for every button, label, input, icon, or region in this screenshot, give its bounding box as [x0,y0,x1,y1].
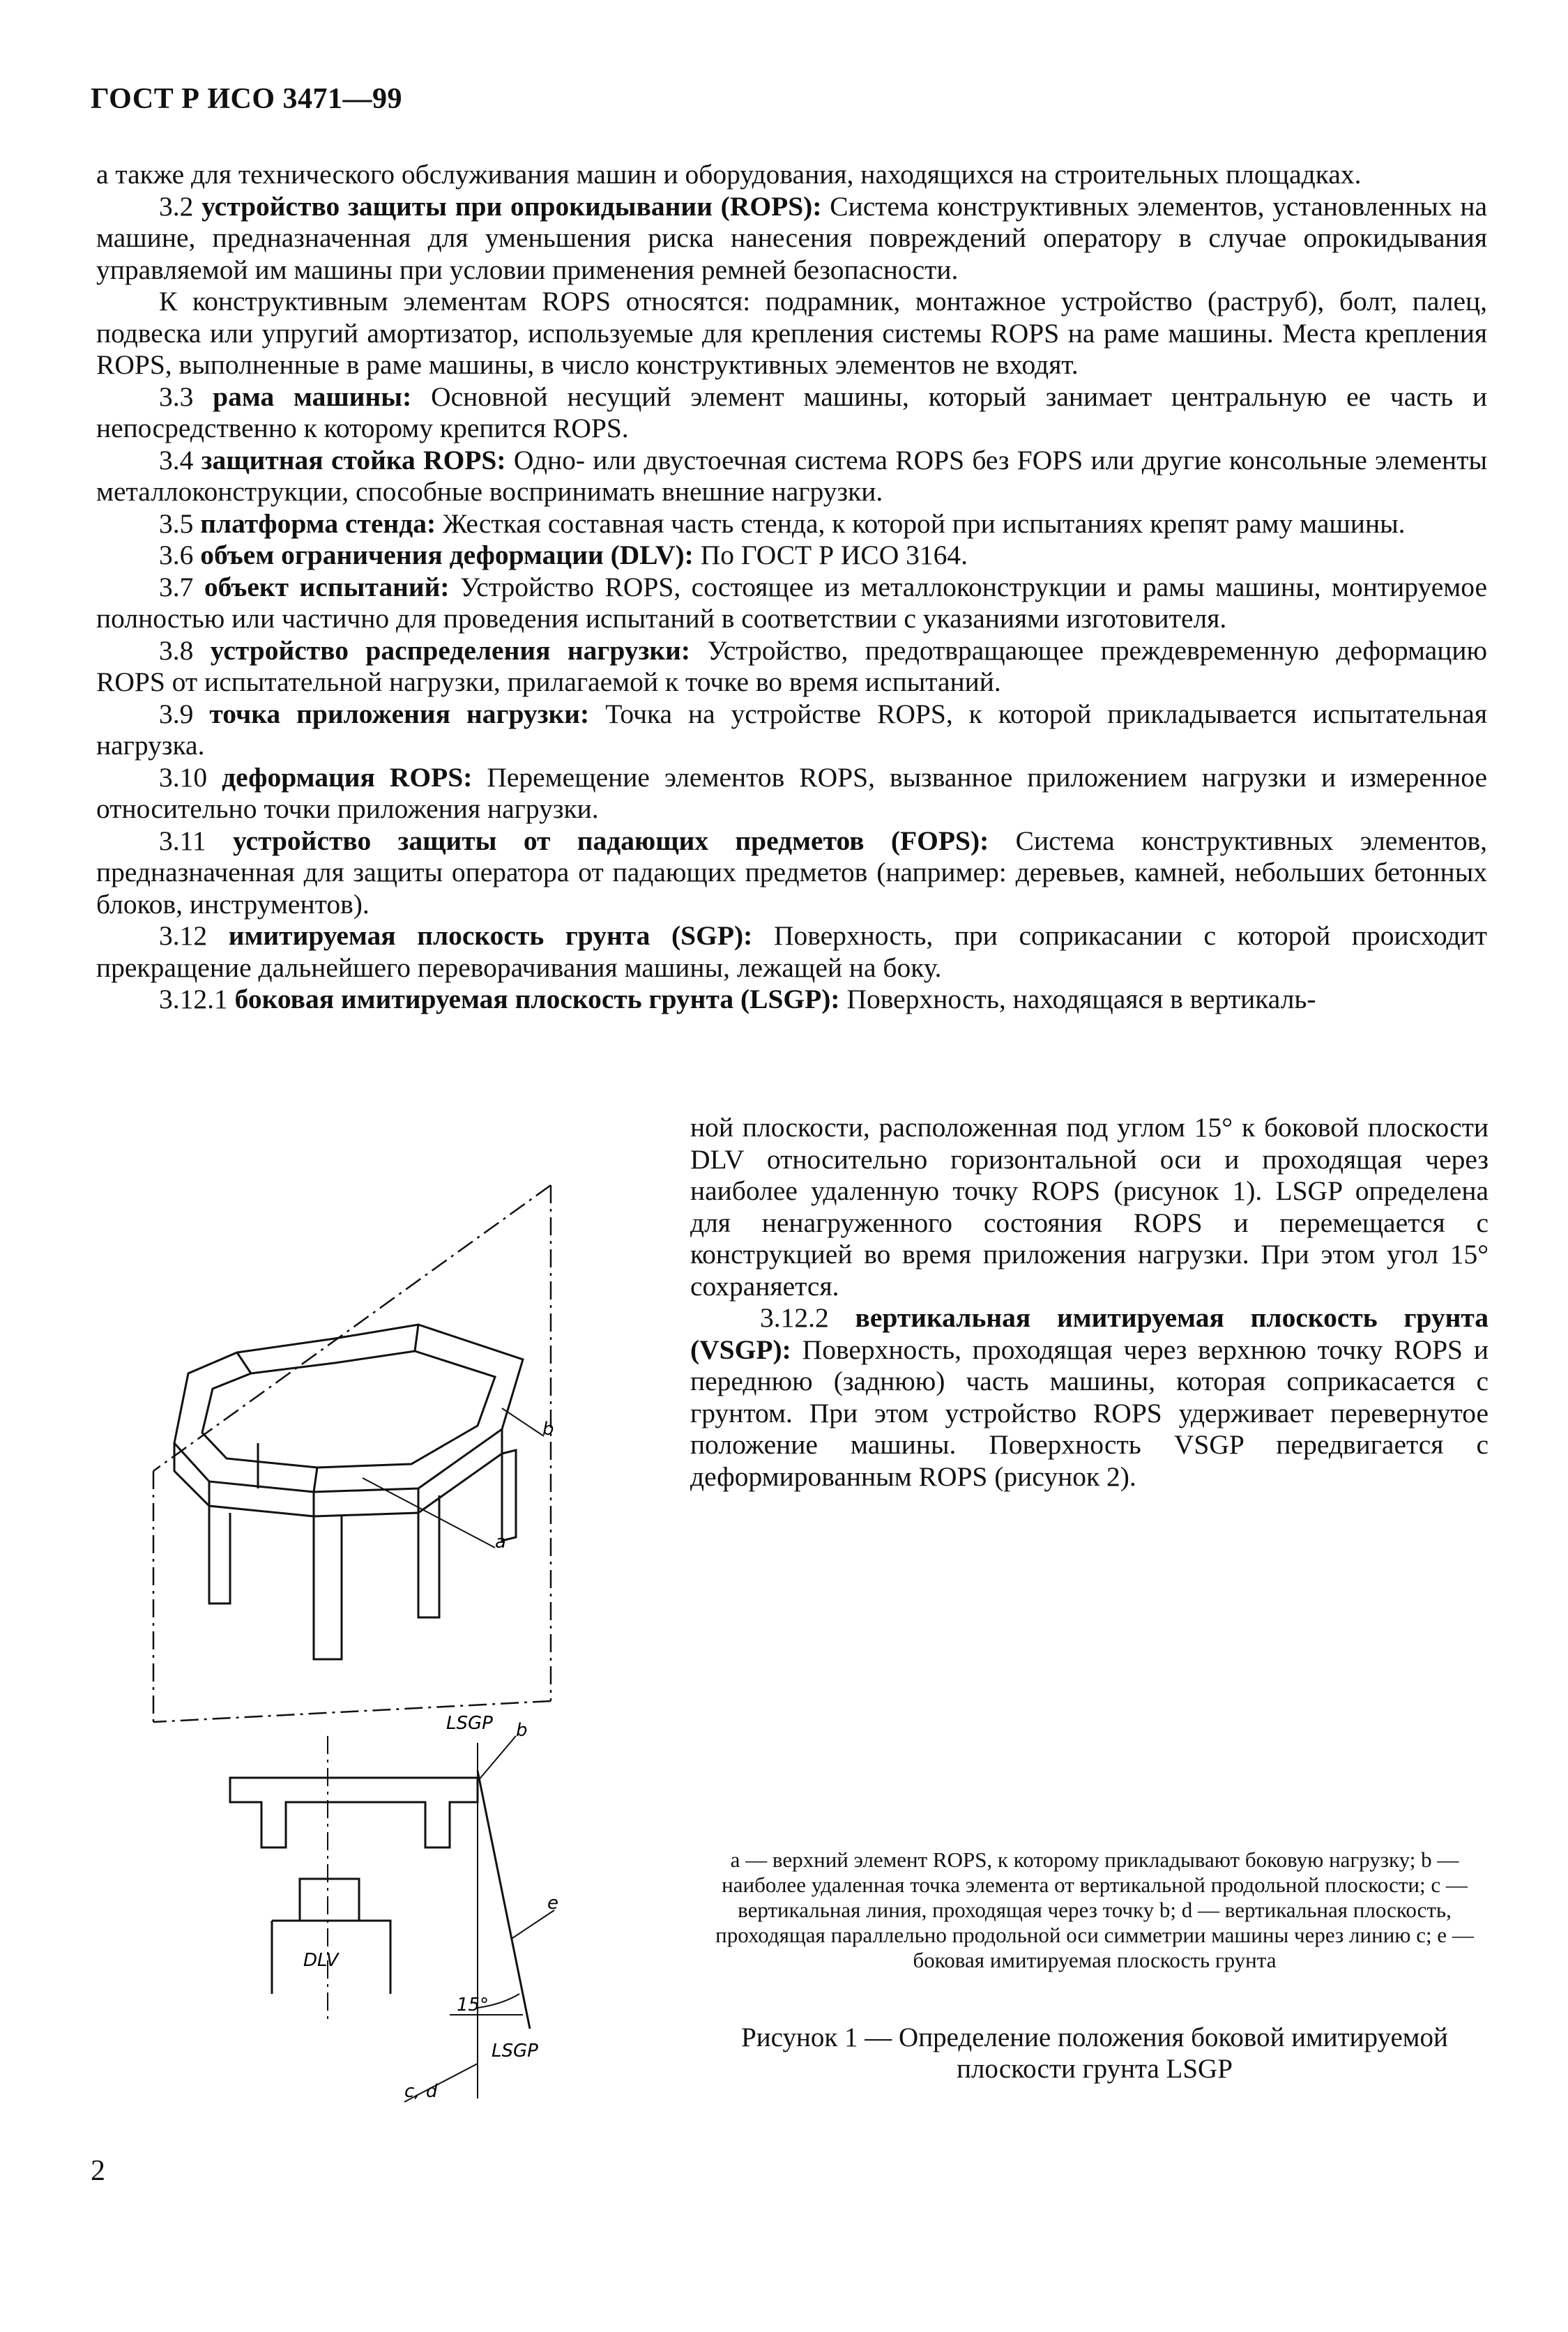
term-title: имитируемая плоскость грунта (SGP): [228,920,753,951]
term-title: устройство распределения нагрузки: [210,634,691,666]
term-title: объект испытаний: [204,571,450,602]
joint [314,1468,317,1492]
term-number: 3.2 [159,190,194,222]
label-angle: 15° [457,1995,489,2015]
term-3-12-1-first-line [96,984,1487,1016]
term-3-2-note: К конструктивным элементам ROPS относятся: подрамник, монтажное устройство (раструб), болт, палец, подвеска или упругий амортизатор, используемые для крепления системы ROPS на раме машины. Места крепления ROPS, выполненные в раме машины, в число конструктивных элементов не входят. [96,286,1487,380]
rops-top-section [230,1778,478,1847]
leader-b [502,1408,544,1436]
term-3-12-1-rest: ной плоскости, расположенная под углом 15° к боковой плоскости DLV относительно горизонтальной оси и проходящая через наиболее удаленную точку ROPS (рисунок 1). LSGP определена для ненагруженного состояния ROPS и перемещается с конструкцией во время приложения нагрузки. При этом угол 15° сохраняется. [690,1112,1489,1302]
intro-paragraph: а также для технического обслуживания машин и оборудования, находящихся на строительных площадках. [96,159,1362,190]
label-lsgp-bottom: LSGP [492,2041,538,2062]
leader-a [363,1478,495,1548]
term-3-3 [96,381,1487,445]
term-title: объем ограничения деформации (DLV): [200,540,694,570]
term-title: устройство защиты от падающих предметов (FOPS): [233,825,989,856]
term-3-5 [96,508,1487,540]
term-number: 3.12.2 [760,1302,829,1333]
joint [237,1352,251,1373]
rops-isometric-view [153,1185,551,1722]
term-3-4 [96,445,1487,508]
label-cd: c, d [404,2081,438,2102]
leg-back-right [502,1450,516,1541]
term-number: 3.9 [159,698,194,729]
right-column-text [690,1112,1489,1493]
frame-inner [202,1351,495,1468]
joint [415,1325,418,1351]
term-number: 3.12.1 [159,984,228,1014]
term-number: 3.3 [159,381,194,412]
term-number: 3.7 [159,571,194,602]
lsgp-plane-outline [153,1185,551,1722]
label-b: b [542,1419,554,1440]
term-definition: Жесткая составная часть стенда, к которой при испытаниях крепят раму машины. [443,508,1406,539]
page-number: 2 [91,2155,105,2187]
term-definition: Одно- или двустоечная система ROPS без FOPS или другие консольные элементы металлоконструкции, способные воспринимать внешние нагрузки. [96,444,1487,507]
term-definition: Точка на устройстве ROPS, к которой прикладывается испытательная нагрузка. [96,698,1488,761]
term-3-2 [96,191,1487,287]
term-3-11 [96,825,1487,921]
term-title: боковая имитируемая плоскость грунта (LSGP): [234,984,840,1014]
term-3-8 [96,635,1487,699]
dlv-upper [300,1879,359,1921]
term-definition: Поверхность, находящаяся в вертикаль- [846,984,1316,1014]
label-dlv: DLV [303,1950,339,1971]
term-title: точка приложения нагрузки: [209,698,590,729]
leader-b-section [478,1736,516,1781]
term-definition: Устройство, предотвращающее преждевременную деформацию ROPS от испытательной нагрузки, прилагаемой к точке во время испытаний. [96,634,1488,697]
term-title: защитная стойка ROPS: [201,444,506,475]
label-a: a [495,1532,506,1553]
term-3-9 [96,699,1487,762]
label-lsgp-top: LSGP [446,1713,493,1734]
term-definition: Поверхность, при соприкасании с которой происходит прекращение дальнейшего переворачивания машины, лежащей на боку. [96,920,1487,983]
term-3-12 [96,920,1487,984]
term-number: 3.10 [159,761,208,793]
document-header: ГОСТ Р ИСО 3471—99 [91,83,403,115]
figure-caption: Рисунок 1 — Определение положения боковой имитируемой плоскости грунта LSGP [741,2022,1448,2084]
term-number: 3.11 [159,825,206,856]
leg-front-left [209,1506,230,1603]
term-title: вертикальная имитируемая плоскость грунта (VSGP): [690,1302,1489,1365]
term-3-7 [96,572,1487,635]
term-definition: По ГОСТ Р ИСО 3164. [700,540,968,570]
label-e: e [547,1893,558,1914]
term-number: 3.8 [159,634,194,666]
term-definition: Система конструктивных элементов, предназначенная для защиты оператора от падающих предметов (например: деревьев, камней, небольших бетонных блоков, инструментов). [96,825,1488,920]
term-definition: Устройство ROPS, состоящее из металлоконструкции и рамы машины, монтируемое полностью или частично для проведения испытаний в соответствии с указаниями изготовителя. [96,571,1487,634]
term-title: деформация ROPS: [222,761,473,793]
figure-1-drawing [125,1143,697,2119]
term-3-10 [96,762,1487,825]
term-title: устройство защиты при опрокидывании (ROPS): [201,190,822,222]
leg-front [314,1516,342,1659]
term-3-12-2 [690,1302,1489,1493]
term-definition: Система конструктивных элементов, установленных на машине, предназначенная для уменьшения риска нанесения повреждений оператору в случае опрокидывания управляемой им машины при условии применения ремней безопасности. [96,190,1487,285]
leader-e [512,1910,554,1938]
term-number: 3.6 [159,540,194,570]
term-number: 3.12 [159,920,208,951]
term-number: 3.4 [159,444,194,475]
term-number: 3.5 [159,508,194,539]
term-3-6 [96,540,1487,572]
leg-right [418,1495,439,1617]
frame-thickness [174,1429,502,1516]
term-title: платформа стенда: [200,508,436,539]
term-definition: Поверхность, проходящая через верхнюю точку ROPS и переднюю (заднюю) часть машины, которая соприкасается с грунтом. При этом устройство ROPS удерживает перевернутое положение машины. Поверхность VSGP передвигается с деформированным ROPS (рисунок 2). [690,1334,1489,1492]
figure-legend: a — верхний элемент ROPS, к которому прикладывают боковую нагрузку; b — наиболее удаленная точка элемента от вертикальной продольной плоскости; c — вертикальная линия, проходящая через точку b; d — вертикальная плоскость, проходящая параллельно продольной оси симметрии машины через линию c; e — боковая имитируемая плоскость грунта [715,1847,1474,1972]
term-definition: Перемещение элементов ROPS, вызванное приложением нагрузки и измеренное относительно точки приложения нагрузки. [96,761,1487,824]
label-b-section: b [516,1720,528,1741]
term-title: рама машины: [213,381,412,412]
term-definition: Основной несущий элемент машины, который занимает центральную ее часть и непосредственно к которому крепится ROPS. [96,381,1488,443]
body-text [96,159,1487,1016]
line-lsgp [478,1771,530,2029]
